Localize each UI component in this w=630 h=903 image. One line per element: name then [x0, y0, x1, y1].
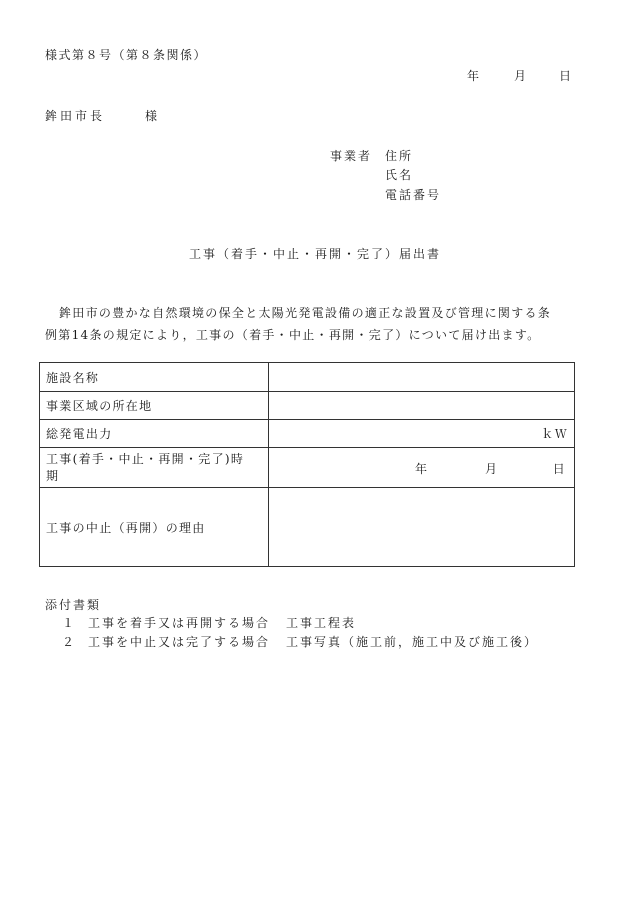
- applicant-label: 事業者: [330, 149, 373, 163]
- total-output-field[interactable]: [269, 420, 575, 448]
- attachment-case: 工事を着手又は再開する場合: [88, 616, 271, 630]
- body-text: [45, 302, 590, 346]
- attachment-number: １: [62, 616, 77, 630]
- attachment-document: 工事写真（施工前，施工中及び施工後）: [286, 635, 539, 649]
- body-line: 例第14条の規定により，工事の（着手・中止・再開・完了）について届け出ます。: [45, 328, 541, 342]
- work-date-day-label: 日: [552, 462, 566, 476]
- form-number: 様式第８号（第８条関係）: [45, 48, 208, 62]
- submission-date: [467, 67, 577, 83]
- applicant-phone-label: 電話番号: [385, 188, 442, 202]
- body-line: 鉾田市の豊かな自然環境の保全と太陽光発電設備の適正な設置及び管理に関する条: [59, 306, 552, 320]
- info-table: [39, 362, 575, 567]
- addressee-honorific: 様: [145, 109, 158, 123]
- table-row: [40, 420, 575, 448]
- applicant-address-label: 住所: [385, 149, 414, 163]
- applicant-name-label: 氏名: [385, 168, 414, 182]
- date-month-label: 月: [514, 69, 527, 83]
- facility-name-field[interactable]: [269, 363, 575, 392]
- addressee-title: 鉾田市長: [45, 109, 106, 123]
- document-title: 工事（着手・中止・再開・完了）届出書: [188, 247, 441, 261]
- suspension-reason-field[interactable]: [269, 488, 575, 567]
- work-date-label-line: 期: [46, 468, 60, 483]
- total-output-label: 総発電出力: [40, 420, 269, 448]
- work-date-label: [40, 448, 269, 488]
- date-day-label: 日: [559, 69, 572, 83]
- attachment-item: [62, 633, 538, 650]
- table-row: [40, 363, 575, 392]
- project-location-field[interactable]: [269, 392, 575, 420]
- attachments-title: 添付書類: [45, 598, 102, 612]
- attachment-case: 工事を中止又は完了する場合: [88, 635, 271, 649]
- table-row: [40, 488, 575, 567]
- attachment-number: ２: [62, 635, 77, 649]
- kw-unit: ｋＷ: [541, 427, 568, 441]
- attachment-document: 工事工程表: [286, 616, 357, 630]
- work-date-label-line: 工事(着手・中止・再開・完了)時: [46, 451, 245, 466]
- suspension-reason-label: 工事の中止（再開）の理由: [40, 488, 269, 567]
- project-location-label: 事業区域の所在地: [40, 392, 269, 420]
- date-year-label: 年: [467, 69, 480, 83]
- work-date-month-label: 月: [485, 462, 499, 476]
- facility-name-label: 施設名称: [40, 363, 269, 392]
- work-date-year-label: 年: [415, 462, 429, 476]
- attachment-item: [62, 614, 356, 631]
- work-date-field[interactable]: [269, 448, 575, 488]
- table-row: [40, 448, 575, 488]
- table-row: [40, 392, 575, 420]
